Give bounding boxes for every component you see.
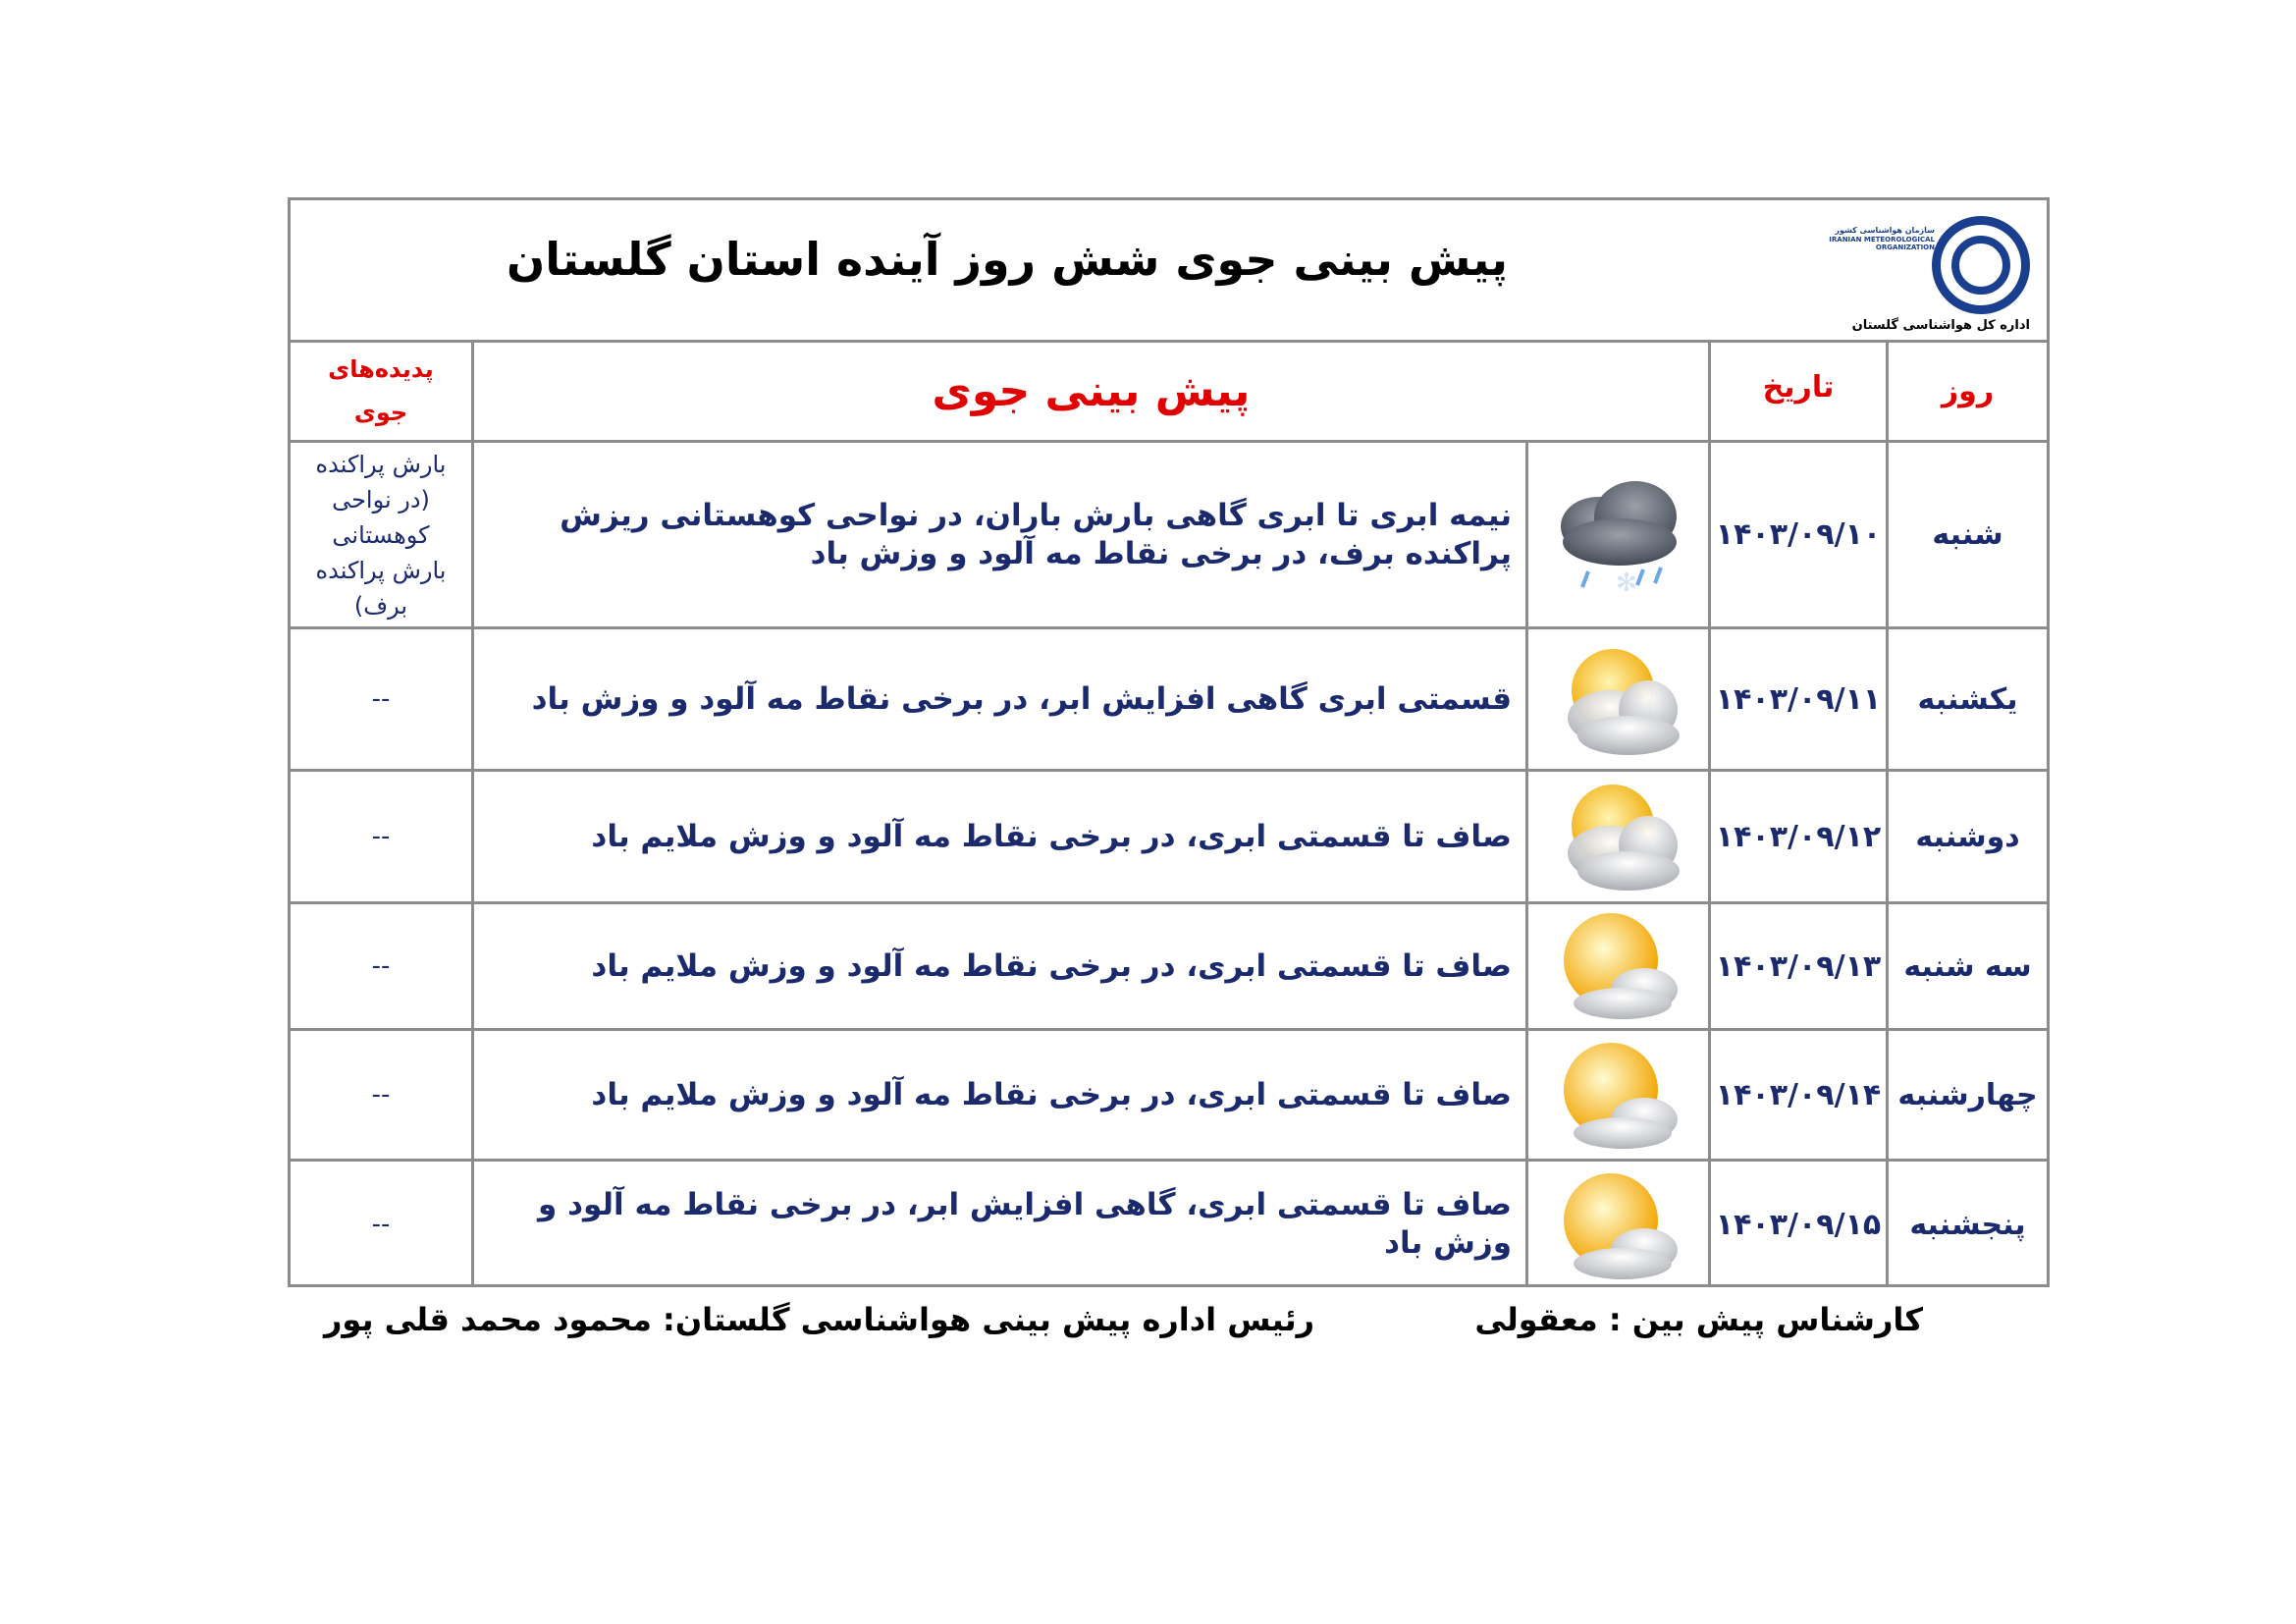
row-phenomena: بارش پراکنده (در نواحی کوهستانی بارش پراکنده برف)	[315, 450, 447, 620]
partly-cloudy-icon	[1552, 775, 1684, 897]
svg-text:✻: ✻	[1616, 568, 1637, 598]
page-title: پیش بینی جوی شش روز آینده استان گلستان	[506, 233, 1509, 286]
cloud-rain-snow-icon	[1547, 465, 1689, 603]
row-forecast: صاف تا قسمتی ابری، در برخی نقاط مه آلود و وزش ملایم باد	[591, 1076, 1512, 1112]
row-forecast: صاف تا قسمتی ابری، در برخی نقاط مه آلود و وزش ملایم باد	[591, 947, 1512, 984]
column-header-phenomena-line1: پدیده‌های	[328, 355, 434, 384]
forecaster-signature: کارشناس پیش بین : معقولی	[1474, 1301, 1923, 1338]
logo-text-fa: سازمان هواشناسی کشور	[1835, 226, 1935, 235]
row-day: یکشنبه	[1917, 681, 2018, 717]
logo-text-en: IRANIAN METEOROLOGICAL ORGANIZATION	[1829, 235, 1935, 251]
row-phenomena: --	[371, 1210, 391, 1239]
row-forecast: صاف تا قسمتی ابری، در برخی نقاط مه آلود و وزش ملایم باد	[591, 818, 1512, 854]
row-date: ۱۴۰۳/۰۹/۱۳	[1715, 948, 1882, 984]
sun-cloud-icon	[1554, 1035, 1682, 1155]
logo-caption: اداره کل هواشناسی گلستان	[1851, 318, 2030, 333]
sun-cloud-icon	[1554, 905, 1682, 1025]
row-date: ۱۴۰۳/۰۹/۱۰	[1715, 517, 1882, 552]
row-date: ۱۴۰۳/۰۹/۱۱	[1715, 681, 1882, 717]
row-phenomena: --	[371, 684, 391, 714]
row-phenomena: --	[371, 1080, 391, 1110]
forecast-table	[288, 197, 2050, 1287]
row-phenomena: --	[371, 822, 391, 851]
sun-cloud-icon	[1554, 1165, 1682, 1285]
row-day: شنبه	[1932, 517, 2003, 552]
row-date: ۱۴۰۳/۰۹/۱۴	[1715, 1077, 1882, 1112]
column-header-date: تاریخ	[1762, 369, 1835, 405]
column-header-phenomena	[291, 343, 471, 440]
column-header-phenomena-line2: جوی	[353, 398, 408, 426]
row-day: پنجشنبه	[1909, 1207, 2026, 1242]
row-day: سه شنبه	[1903, 948, 2032, 984]
row-day: دوشنبه	[1915, 819, 2020, 854]
row-date: ۱۴۰۳/۰۹/۱۵	[1715, 1207, 1882, 1242]
meteorological-organization-logo	[1822, 210, 2038, 338]
row-forecast: نیمه ابری تا ابری گاهی بارش باران، در نواحی کوهستانی ریزش پراکنده برف، در برخی نقاط مه آلود و وزش باد	[560, 497, 1512, 571]
row-day: چهارشنبه	[1897, 1077, 2038, 1112]
row-date: ۱۴۰۳/۰۹/۱۲	[1715, 819, 1882, 854]
director-signature: رئیس اداره پیش بینی هواشناسی گلستان: محمود محمد قلی پور	[323, 1301, 1314, 1338]
row-phenomena: --	[371, 951, 391, 981]
row-forecast: قسمتی ابری گاهی افزایش ابر، در برخی نقاط مه آلود و وزش باد	[531, 680, 1512, 717]
row-forecast: صاف تا قسمتی ابری، گاهی افزایش ابر، در برخی نقاط مه آلود و وزش باد	[538, 1187, 1512, 1261]
column-header-forecast: پیش بینی جوی	[932, 366, 1251, 416]
column-header-day: روز	[1941, 374, 1995, 408]
partly-cloudy-icon	[1552, 639, 1684, 762]
